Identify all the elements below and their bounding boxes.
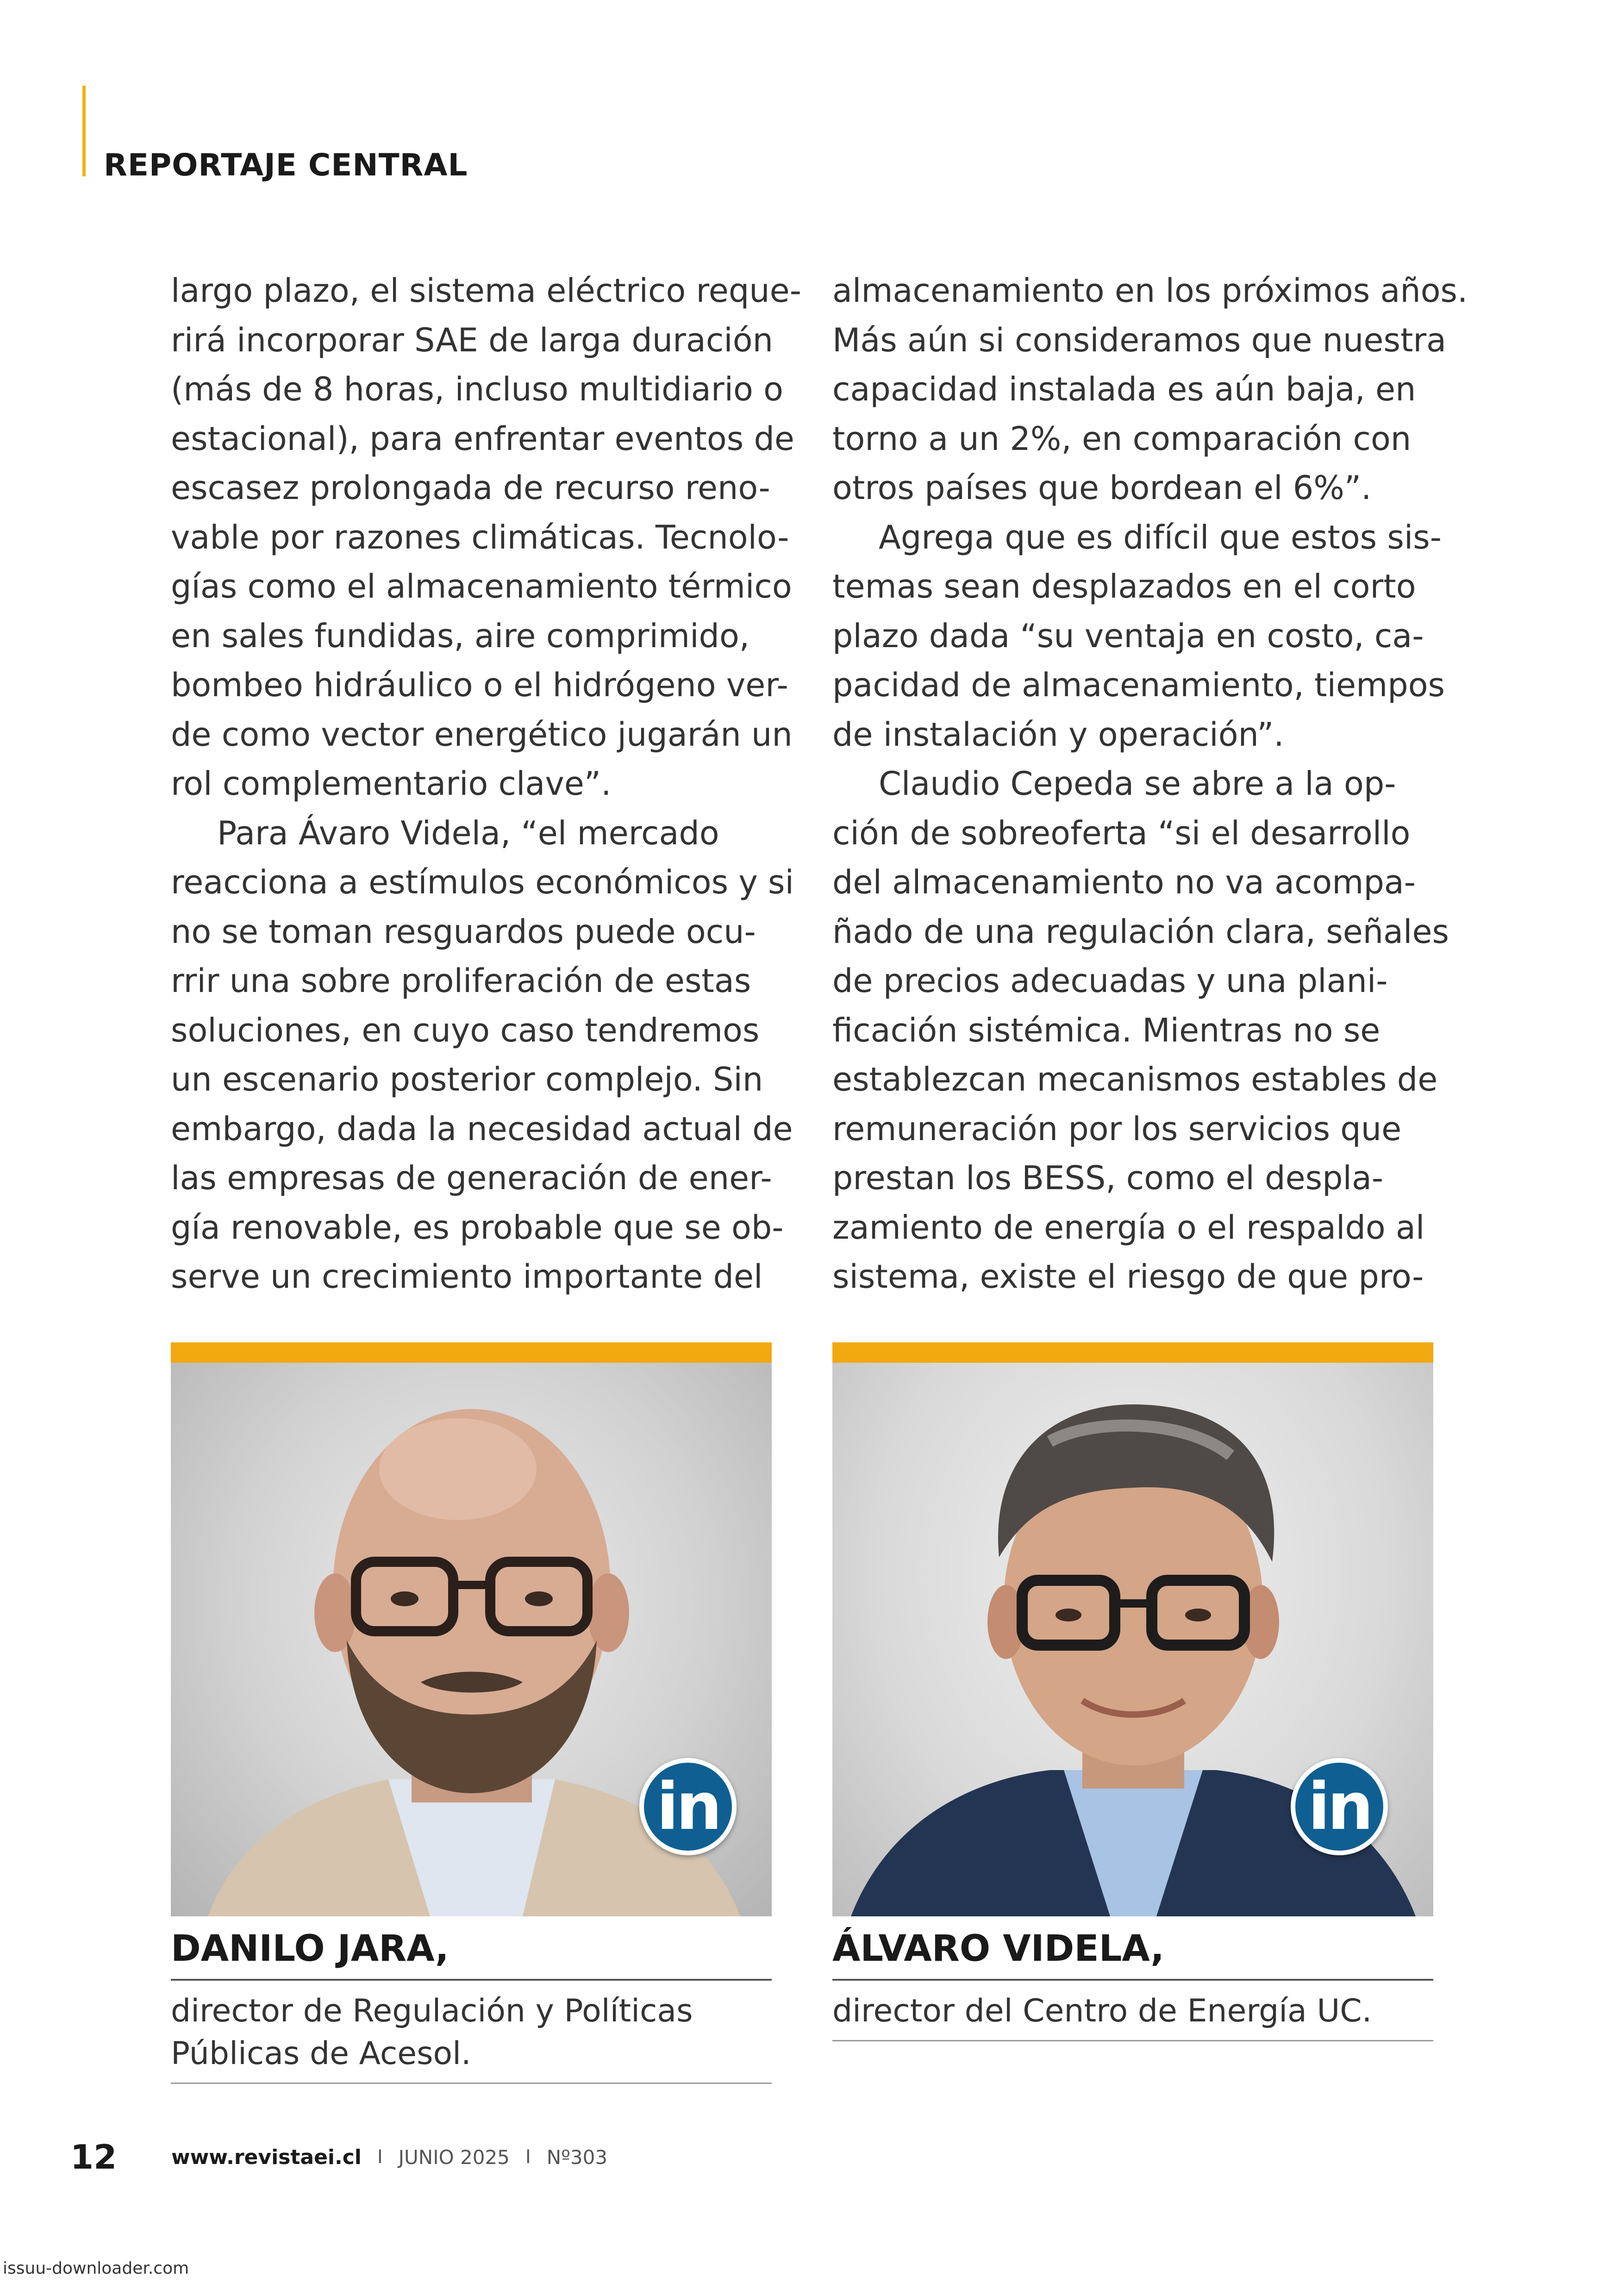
profile-role-line: director de Regulación y Políticas (171, 1993, 693, 2029)
text-line: otros países que bordean el 6%”. (832, 469, 1372, 507)
text-line: rol complementario clave”. (171, 765, 612, 803)
text-line: soluciones, en cuyo caso tendremos (171, 1011, 760, 1049)
text-line: prestan los BESS, como el despla- (832, 1159, 1384, 1197)
text-line: Agrega que es difícil que estos sis- (879, 518, 1442, 556)
watermark: issuu-downloader.com (3, 2259, 189, 2278)
text-line: vable por razones climáticas. Tecnolo- (171, 518, 789, 556)
text-line: almacenamiento en los próximos años. (832, 272, 1468, 310)
linkedin-icon[interactable]: in (1291, 1758, 1388, 1855)
text-line: bombeo hidráulico o el hidrógeno ver- (171, 666, 788, 704)
issue-date: JUNIO 2025 (398, 2145, 510, 2169)
portrait-danilo-jara (171, 1342, 772, 1916)
text-line: largo plazo, el sistema eléctrico reque- (171, 272, 801, 310)
portrait-alvaro-videla (832, 1342, 1433, 1916)
text-line: sistema, existe el riesgo de que pro- (832, 1258, 1424, 1296)
text-line: serve un crecimiento importante del (171, 1258, 763, 1296)
profile-role-line: Públicas de Acesol. (171, 2035, 471, 2072)
profile-role-line: director del Centro de Energía UC. (832, 1993, 1372, 2029)
text-line: temas sean desplazados en el corto (832, 568, 1416, 605)
separator: I (525, 2146, 531, 2168)
text-line: las empresas de generación de ener- (171, 1159, 772, 1197)
profile-name: ÁLVARO VIDELA, (832, 1928, 1433, 1981)
text-line: ñado de una regulación clara, señales (832, 912, 1449, 951)
text-line: Claudio Cepeda se abre a la op- (879, 765, 1396, 803)
issue-number: Nº303 (546, 2145, 608, 2169)
text-line: un escenario posterior complejo. Sin (171, 1060, 763, 1098)
text-line: capacidad instalada es aún baja, en (832, 370, 1416, 408)
text-line: remuneración por los servicios que (832, 1110, 1402, 1148)
text-line: en sales fundidas, aire comprimido, (171, 617, 750, 655)
text-line: de precios adecuadas y una plani- (832, 962, 1388, 1000)
text-line: torno a un 2%, en comparación con (832, 419, 1412, 458)
profile-role (171, 1981, 772, 2084)
text-line: rirá incorporar SAE de larga duración (171, 321, 773, 359)
text-line: plazo dada “su ventaja en costo, ca- (832, 617, 1424, 655)
text-line: ción de sobreoferta “si el desarrollo (832, 814, 1411, 852)
article-column-left (171, 266, 801, 1302)
text-line: Más aún si consideramos que nuestra (832, 321, 1447, 359)
profile-caption (832, 1928, 1433, 2041)
linkedin-icon[interactable]: in (639, 1758, 737, 1855)
site-link[interactable]: www.revistaei.cl (171, 2145, 362, 2169)
text-line: pacidad de almacenamiento, tiempos (832, 666, 1445, 704)
page-footer (70, 2139, 607, 2176)
photo-accent-band (171, 1342, 772, 1363)
profile-role (832, 1981, 1433, 2041)
separator: I (377, 2146, 383, 2168)
text-line: no se toman resguardos puede ocu- (171, 912, 756, 951)
text-line: reacciona a estímulos económicos y si (171, 863, 794, 901)
text-line: zamiento de energía o el respaldo al (832, 1208, 1425, 1247)
section-accent-bar (82, 86, 86, 176)
text-line: estacional), para enfrentar eventos de (171, 419, 794, 458)
text-line: de instalación y operación”. (832, 715, 1284, 754)
photo-accent-band (832, 1342, 1433, 1363)
text-line: (más de 8 horas, incluso multidiario o (171, 370, 783, 408)
section-label: REPORTAJE CENTRAL (104, 147, 468, 183)
text-line: gías como el almacenamiento térmico (171, 568, 792, 605)
article-column-right (832, 266, 1468, 1302)
text-line: gía renovable, es probable que se ob- (171, 1208, 784, 1247)
text-line: de como vector energético jugarán un (171, 715, 793, 754)
text-line: establezcan mecanismos estables de (832, 1060, 1438, 1098)
text-line: del almacenamiento no va acompa- (832, 863, 1416, 901)
profile-caption (171, 1928, 772, 2084)
text-line: rrir una sobre proliferación de estas (171, 962, 751, 1000)
text-line: embargo, dada la necesidad actual de (171, 1110, 793, 1148)
profile-name: DANILO JARA, (171, 1928, 772, 1981)
page-number: 12 (70, 2138, 117, 2177)
text-line: ficación sistémica. Mientras no se (832, 1011, 1380, 1049)
text-line: escasez prolongada de recurso reno- (171, 469, 770, 507)
text-line: Para Ávaro Videla, “el mercado (217, 814, 719, 852)
